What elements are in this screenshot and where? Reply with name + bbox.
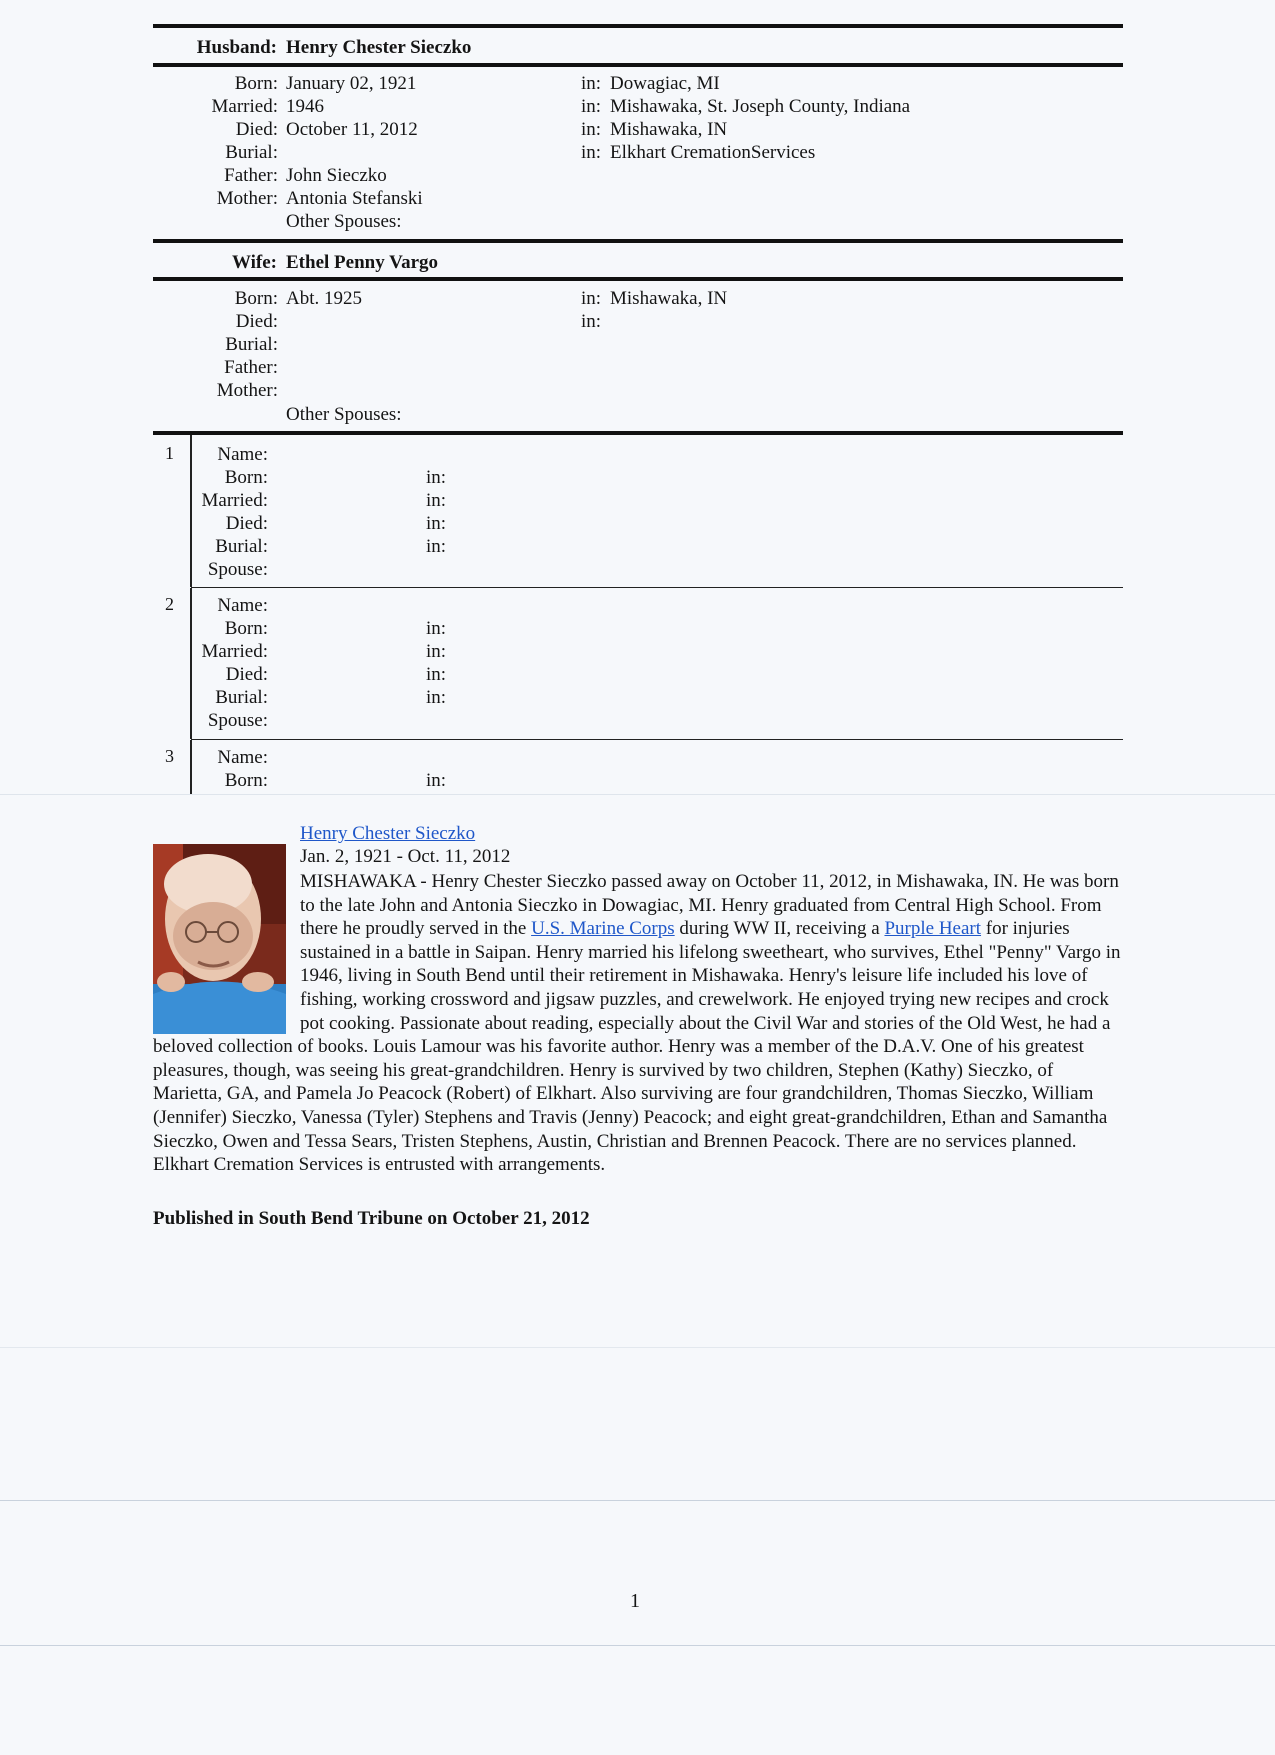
husband-died-value: October 11, 2012 bbox=[286, 119, 418, 140]
husband-father-value: John Sieczko bbox=[286, 165, 387, 186]
obituary-text bbox=[153, 870, 1123, 1177]
husband-married-place: Mishawaka, St. Joseph County, Indiana bbox=[610, 96, 911, 117]
wife-born-label: Born: bbox=[234, 288, 278, 309]
bleed-rule-1 bbox=[0, 1347, 1275, 1348]
husband-mother-label: Mother: bbox=[216, 188, 278, 209]
child-2-burial-label: Burial: bbox=[215, 687, 268, 708]
child-2-died-label: Died: bbox=[225, 664, 268, 685]
husband-burial-place: Elkhart CremationServices bbox=[610, 142, 816, 163]
top-rule bbox=[153, 24, 1123, 28]
wife-died-in: in: bbox=[581, 311, 602, 332]
child-2-name-label: Name: bbox=[217, 595, 268, 616]
wife-burial-label: Burial: bbox=[225, 334, 278, 355]
child-1-married-label: Married: bbox=[201, 490, 268, 511]
husband-born-label: Born: bbox=[234, 73, 278, 94]
wife-label: Wife: bbox=[231, 252, 277, 273]
husband-label: Husband: bbox=[196, 37, 277, 58]
child-1-spouse-label: Spouse: bbox=[207, 559, 268, 580]
child-2-married-in: in: bbox=[426, 641, 447, 662]
child-2-married-label: Married: bbox=[201, 641, 268, 662]
child-1-name-label: Name: bbox=[217, 444, 268, 465]
sheet-fold-1 bbox=[0, 1500, 1275, 1501]
obituary-text-part-2: during WW II, receiving a bbox=[674, 918, 885, 940]
husband-rule bbox=[153, 63, 1123, 67]
sheet-fold-2 bbox=[0, 1645, 1275, 1646]
child-1-number: 1 bbox=[165, 443, 174, 463]
child-3-born-label: Born: bbox=[224, 770, 268, 791]
husband-married-label: Married: bbox=[211, 96, 278, 117]
husband-died-label: Died: bbox=[235, 119, 278, 140]
purple-heart-link[interactable]: Purple Heart bbox=[884, 918, 982, 940]
husband-married-in: in: bbox=[581, 96, 602, 117]
wife-other-spouses: Other Spouses: bbox=[286, 404, 402, 425]
husband-born-value: January 02, 1921 bbox=[286, 73, 417, 94]
obituary-text-part-3: for injuries sustained in a battle in Saipan. Henry married his lifelong sweetheart, who survives, Ethel "Penny" Vargo in 1946, living in South Bend until their retirement in Mishawaka. Henry's leisure life included his love of fishing, working crossword and jigsaw puzzles, and crewelwork. He enjoyed trying new recipes and crock pot cooking. Passionate about reading, especially about the Civil War and stories of the Old West, he had a beloved collection of books. Louis Lamour was his favorite author. Henry was a member of the D.A.V. One of his greatest pleasures, though, was seeing his great-grandchildren. Henry is survived by two children, Stephen (Kathy) Sieczko, of Marietta, GA, and Pamela Jo Peacock (Robert) of Elkhart. Also surviving are four grandchildren, Thomas Sieczko, William (Jennifer) Sieczko, Vanessa (Tyler) Stephens and Travis (Jenny) Peacock; and eight great-grandchildren, Ethan and Samantha Sieczko, Owen and Tessa Sears, Tristen Stephens, Austin, Christian and Brennen Peacock. There are no services planned. Elkhart Cremation Services is entrusted with arrangements. bbox=[153, 918, 1121, 1176]
husband-other-spouses: Other Spouses: bbox=[286, 211, 402, 232]
husband-born-in: in: bbox=[581, 73, 602, 94]
child-2-burial-in: in: bbox=[426, 687, 447, 708]
child-2-born-in: in: bbox=[426, 618, 447, 639]
wife-name: Ethel Penny Vargo bbox=[286, 252, 439, 273]
child-3-born-in: in: bbox=[426, 770, 447, 791]
child-1-married-in: in: bbox=[426, 490, 447, 511]
husband-burial-label: Burial: bbox=[225, 142, 278, 163]
child-3-name-label: Name: bbox=[217, 747, 268, 768]
child-2-spouse-label: Spouse: bbox=[207, 710, 268, 731]
husband-born-place: Dowagiac, MI bbox=[610, 73, 720, 94]
wife-died-label: Died: bbox=[235, 311, 278, 332]
wife-father-label: Father: bbox=[224, 357, 278, 378]
obituary-dates: Jan. 2, 1921 - Oct. 11, 2012 bbox=[300, 846, 511, 867]
wife-mother-label: Mother: bbox=[216, 380, 278, 401]
husband-died-place: Mishawaka, IN bbox=[610, 119, 728, 140]
marine-corps-link[interactable]: U.S. Marine Corps bbox=[531, 918, 675, 940]
child-1-rule bbox=[191, 587, 1123, 588]
children-top-rule bbox=[153, 431, 1123, 435]
wife-rule bbox=[153, 277, 1123, 281]
publication-line: Published in South Bend Tribune on October 21, 2012 bbox=[153, 1208, 590, 1229]
child-2-rule bbox=[191, 739, 1123, 740]
obituary-title-link[interactable]: Henry Chester Sieczko bbox=[300, 823, 476, 844]
husband-father-label: Father: bbox=[224, 165, 278, 186]
husband-died-in: in: bbox=[581, 119, 602, 140]
husband-name: Henry Chester Sieczko bbox=[286, 37, 472, 58]
page-number: 1 bbox=[630, 1590, 640, 1612]
wife-born-in: in: bbox=[581, 288, 602, 309]
wife-born-place: Mishawaka, IN bbox=[610, 288, 728, 309]
child-1-burial-in: in: bbox=[426, 536, 447, 557]
photo-spacer bbox=[153, 870, 300, 1035]
child-3-number: 3 bbox=[165, 746, 174, 766]
husband-married-value: 1946 bbox=[286, 96, 324, 117]
child-1-burial-label: Burial: bbox=[215, 536, 268, 557]
wife-top-rule bbox=[153, 239, 1123, 243]
husband-burial-in: in: bbox=[581, 142, 602, 163]
obituary-text-part-1: MISHAWAKA - Henry Chester Sieczko passed away on October 11, 2012, in Mishawaka, IN. He was born to the late John and Antonia Sieczko in Dowagiac, MI. Henry graduated from Central High School. From there he proudly served in the bbox=[300, 871, 1119, 940]
paste-edge bbox=[0, 794, 1275, 795]
child-1-born-in: in: bbox=[426, 467, 447, 488]
child-1-died-label: Died: bbox=[225, 513, 268, 534]
husband-mother-value: Antonia Stefanski bbox=[286, 188, 423, 209]
child-2-number: 2 bbox=[165, 594, 174, 614]
wife-born-value: Abt. 1925 bbox=[286, 288, 362, 309]
child-1-died-in: in: bbox=[426, 513, 447, 534]
child-2-born-label: Born: bbox=[224, 618, 268, 639]
child-2-died-in: in: bbox=[426, 664, 447, 685]
child-1-born-label: Born: bbox=[224, 467, 268, 488]
